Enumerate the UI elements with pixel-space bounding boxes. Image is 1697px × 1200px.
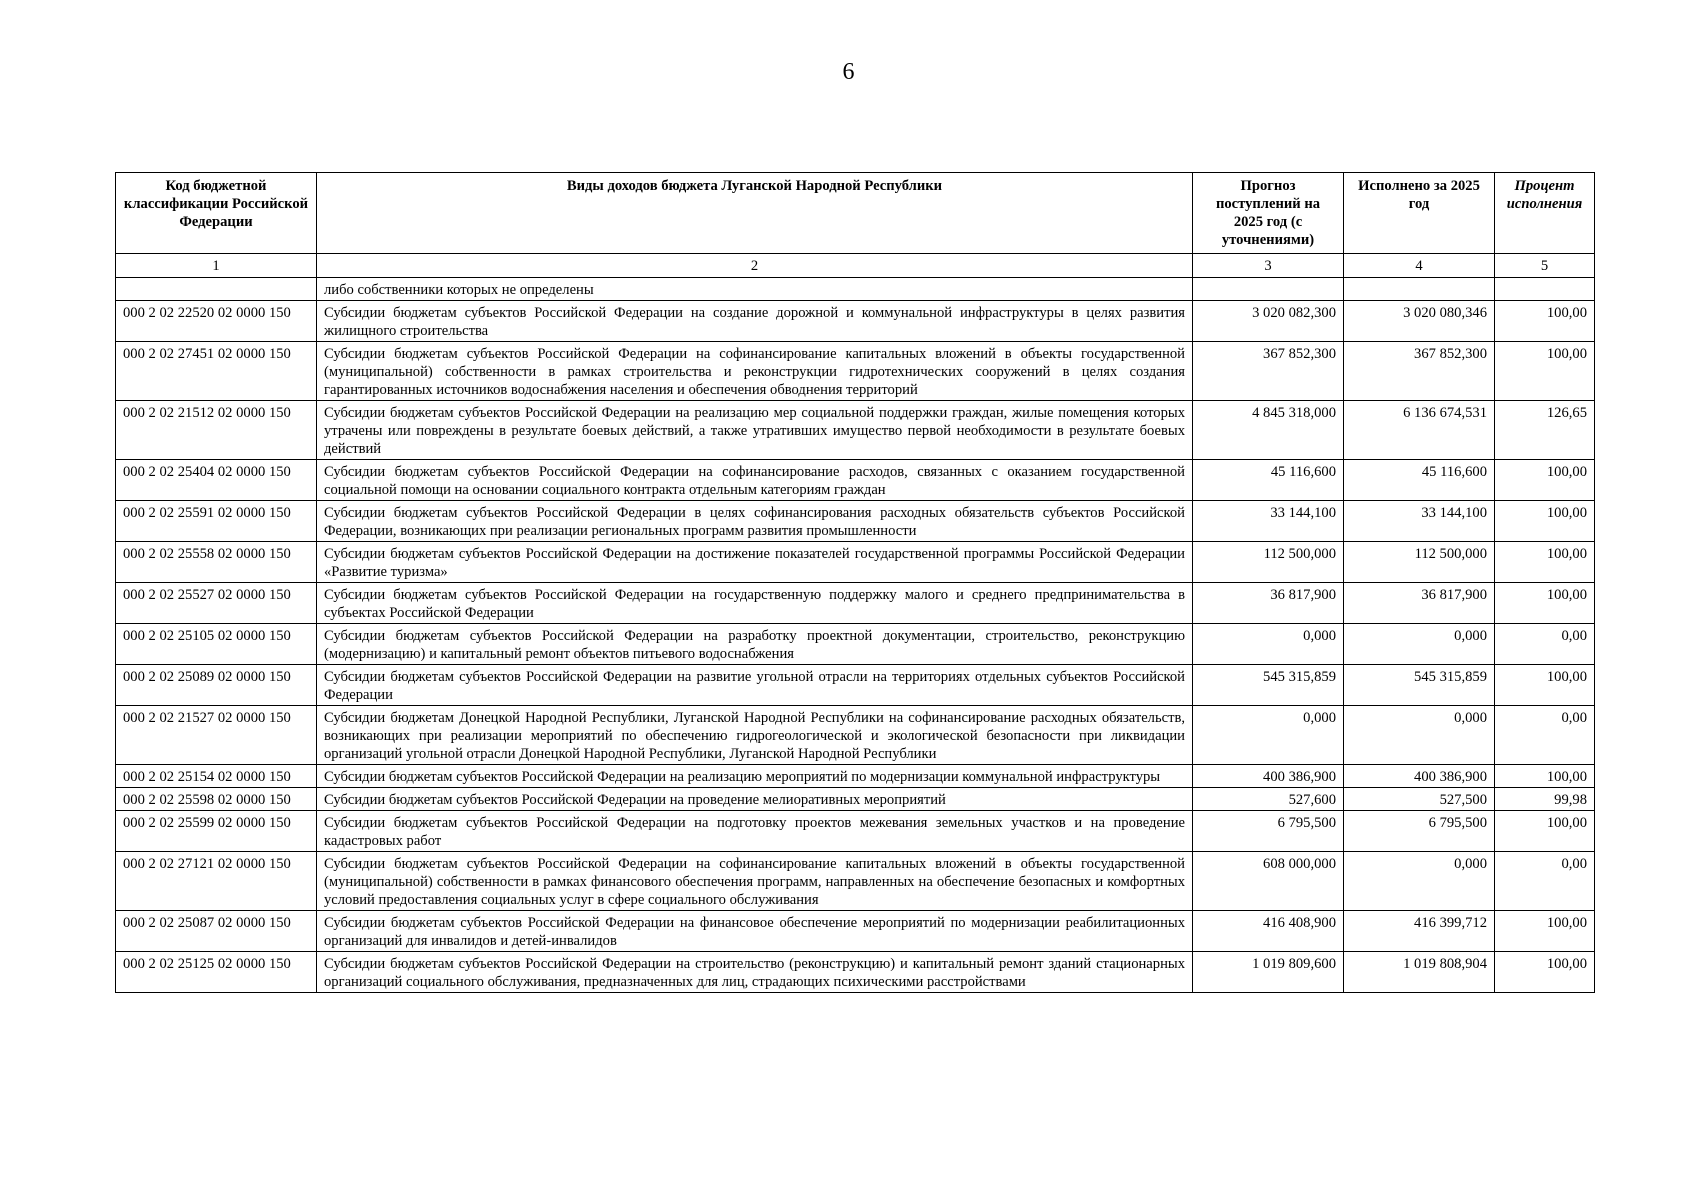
budget-code-cell: 000 2 02 25591 02 0000 150: [116, 501, 317, 542]
budget-code-cell: 000 2 02 22520 02 0000 150: [116, 301, 317, 342]
column-number-row: [116, 254, 1595, 278]
budget-code-cell: 000 2 02 25404 02 0000 150: [116, 460, 317, 501]
budget-code-cell: 000 2 02 25105 02 0000 150: [116, 624, 317, 665]
income-type-cell: Субсидии бюджетам субъектов Российской Федерации в целях софинансирования расходных обязательств субъектов Российской Федерации, возникающих при реализации региональных программ развития промышленности: [317, 501, 1193, 542]
table-row: [116, 706, 1595, 765]
income-type-cell: Субсидии бюджетам субъектов Российской Федерации на строительство (реконструкцию) и капитальный ремонт зданий стационарных организаций социального обслуживания, предназначенных для лиц, страдающих психическими расстройствами: [317, 952, 1193, 993]
budget-code-cell: 000 2 02 25089 02 0000 150: [116, 665, 317, 706]
income-type-cell: Субсидии бюджетам субъектов Российской Федерации на софинансирование капитальных вложений в объекты государственной (муниципальной) собственности в рамках финансового обеспечения программ, направленных на обеспечение безопасных и комфортных условий предоставления социальных услуг в сфере социального обслуживания: [317, 852, 1193, 911]
income-type-cell: Субсидии бюджетам субъектов Российской Федерации на реализацию мероприятий по модернизации коммунальной инфраструктуры: [317, 765, 1193, 788]
forecast-cell: 545 315,859: [1193, 665, 1344, 706]
executed-cell: 0,000: [1344, 624, 1495, 665]
forecast-cell: 45 116,600: [1193, 460, 1344, 501]
executed-cell: 527,500: [1344, 788, 1495, 811]
budget-code-cell: 000 2 02 25125 02 0000 150: [116, 952, 317, 993]
executed-cell: 45 116,600: [1344, 460, 1495, 501]
table-row: [116, 583, 1595, 624]
executed-cell: [1344, 278, 1495, 301]
table-row: [116, 542, 1595, 583]
executed-cell: 400 386,900: [1344, 765, 1495, 788]
forecast-cell: 6 795,500: [1193, 811, 1344, 852]
executed-cell: 0,000: [1344, 706, 1495, 765]
column-number: 3: [1193, 254, 1344, 278]
budget-code-cell: 000 2 02 25087 02 0000 150: [116, 911, 317, 952]
table-row: [116, 278, 1595, 301]
budget-code-cell: 000 2 02 25527 02 0000 150: [116, 583, 317, 624]
table-row: [116, 788, 1595, 811]
income-type-cell: Субсидии бюджетам субъектов Российской Федерации на реализацию мер социальной поддержки граждан, жилые помещения которых утрачены или повреждены в результате боевых действий, а также утративших имущество первой необходимости в результате боевых действий: [317, 401, 1193, 460]
table-body: [116, 278, 1595, 993]
table-row: [116, 342, 1595, 401]
table-row: [116, 401, 1595, 460]
forecast-cell: 33 144,100: [1193, 501, 1344, 542]
percent-cell: 0,00: [1495, 852, 1595, 911]
table-row: [116, 952, 1595, 993]
forecast-cell: 608 000,000: [1193, 852, 1344, 911]
table-row: [116, 665, 1595, 706]
percent-cell: 100,00: [1495, 342, 1595, 401]
table-row: [116, 911, 1595, 952]
table-row: [116, 811, 1595, 852]
income-type-cell: Субсидии бюджетам Донецкой Народной Республики, Луганской Народной Республики на софинансирование расходных обязательств, возникающих при реализации мероприятий по обеспечению гидрогеологической и экологической безопасности при ликвидации организаций угольной отрасли Донецкой Народной Республики, Луганской Народной Республики: [317, 706, 1193, 765]
percent-cell: 100,00: [1495, 460, 1595, 501]
budget-code-cell: 000 2 02 21527 02 0000 150: [116, 706, 317, 765]
forecast-cell: 4 845 318,000: [1193, 401, 1344, 460]
income-type-cell: Субсидии бюджетам субъектов Российской Федерации на развитие угольной отрасли на территориях отдельных субъектов Российской Федерации: [317, 665, 1193, 706]
budget-income-table: [115, 172, 1595, 993]
table-row: [116, 501, 1595, 542]
header-income-type: Виды доходов бюджета Луганской Народной Республики: [317, 173, 1193, 254]
percent-cell: 100,00: [1495, 952, 1595, 993]
budget-code-cell: 000 2 02 25558 02 0000 150: [116, 542, 317, 583]
column-number: 2: [317, 254, 1193, 278]
forecast-cell: 400 386,900: [1193, 765, 1344, 788]
executed-cell: 6 136 674,531: [1344, 401, 1495, 460]
forecast-cell: 112 500,000: [1193, 542, 1344, 583]
header-budget-code: Код бюджетной классификации Российской Федерации: [116, 173, 317, 254]
table-header-row: [116, 173, 1595, 254]
executed-cell: 416 399,712: [1344, 911, 1495, 952]
budget-code-cell: 000 2 02 25154 02 0000 150: [116, 765, 317, 788]
executed-cell: 6 795,500: [1344, 811, 1495, 852]
column-number: 1: [116, 254, 317, 278]
percent-cell: 0,00: [1495, 624, 1595, 665]
income-type-cell: Субсидии бюджетам субъектов Российской Федерации на подготовку проектов межевания земельных участков и на проведение кадастровых работ: [317, 811, 1193, 852]
percent-cell: 126,65: [1495, 401, 1595, 460]
income-type-cell: Субсидии бюджетам субъектов Российской Федерации на достижение показателей государственной программы Российской Федерации «Развитие туризма»: [317, 542, 1193, 583]
forecast-cell: 3 020 082,300: [1193, 301, 1344, 342]
forecast-cell: 1 019 809,600: [1193, 952, 1344, 993]
column-number: 4: [1344, 254, 1495, 278]
income-type-cell: Субсидии бюджетам субъектов Российской Федерации на софинансирование капитальных вложений в объекты государственной (муниципальной) собственности в рамках строительства и реконструкции гидротехнических сооружений в целях создания гарантированных источников водоснабжения населения и обеспечения обводнения территорий: [317, 342, 1193, 401]
income-type-cell: Субсидии бюджетам субъектов Российской Федерации на государственную поддержку малого и среднего предпринимательства в субъектах Российской Федерации: [317, 583, 1193, 624]
forecast-cell: 0,000: [1193, 624, 1344, 665]
percent-cell: 100,00: [1495, 765, 1595, 788]
forecast-cell: [1193, 278, 1344, 301]
percent-cell: 100,00: [1495, 542, 1595, 583]
percent-cell: 99,98: [1495, 788, 1595, 811]
budget-code-cell: [116, 278, 317, 301]
income-type-cell: Субсидии бюджетам субъектов Российской Федерации на разработку проектной документации, строительство, реконструкцию (модернизацию) и капитальный ремонт объектов питьевого водоснабжения: [317, 624, 1193, 665]
table-row: [116, 624, 1595, 665]
income-type-cell: Субсидии бюджетам субъектов Российской Федерации на финансовое обеспечение мероприятий по модернизации реабилитационных организаций для инвалидов и детей-инвалидов: [317, 911, 1193, 952]
executed-cell: 0,000: [1344, 852, 1495, 911]
page-number: 6: [842, 59, 855, 85]
budget-code-cell: 000 2 02 21512 02 0000 150: [116, 401, 317, 460]
table-row: [116, 460, 1595, 501]
budget-code-cell: 000 2 02 25598 02 0000 150: [116, 788, 317, 811]
percent-cell: 100,00: [1495, 301, 1595, 342]
forecast-cell: 527,600: [1193, 788, 1344, 811]
percent-cell: 100,00: [1495, 583, 1595, 624]
income-type-cell: либо собственники которых не определены: [317, 278, 1193, 301]
forecast-cell: 367 852,300: [1193, 342, 1344, 401]
budget-code-cell: 000 2 02 27451 02 0000 150: [116, 342, 317, 401]
percent-cell: 100,00: [1495, 811, 1595, 852]
budget-code-cell: 000 2 02 27121 02 0000 150: [116, 852, 317, 911]
percent-cell: 100,00: [1495, 665, 1595, 706]
income-type-cell: Субсидии бюджетам субъектов Российской Федерации на софинансирование расходов, связанных с оказанием государственной социальной помощи на основании социального контракта отдельным категориям граждан: [317, 460, 1193, 501]
percent-cell: 100,00: [1495, 911, 1595, 952]
executed-cell: 545 315,859: [1344, 665, 1495, 706]
table-row: [116, 765, 1595, 788]
table-row: [116, 852, 1595, 911]
executed-cell: 36 817,900: [1344, 583, 1495, 624]
percent-cell: 100,00: [1495, 501, 1595, 542]
percent-cell: [1495, 278, 1595, 301]
income-type-cell: Субсидии бюджетам субъектов Российской Федерации на проведение мелиоративных мероприятий: [317, 788, 1193, 811]
executed-cell: 367 852,300: [1344, 342, 1495, 401]
forecast-cell: 0,000: [1193, 706, 1344, 765]
forecast-cell: 416 408,900: [1193, 911, 1344, 952]
percent-cell: 0,00: [1495, 706, 1595, 765]
header-percent: Процент исполнения: [1495, 173, 1595, 254]
income-type-cell: Субсидии бюджетам субъектов Российской Федерации на создание дорожной и коммунальной инфраструктуры в целях развития жилищного строительства: [317, 301, 1193, 342]
budget-code-cell: 000 2 02 25599 02 0000 150: [116, 811, 317, 852]
executed-cell: 112 500,000: [1344, 542, 1495, 583]
forecast-cell: 36 817,900: [1193, 583, 1344, 624]
table-row: [116, 301, 1595, 342]
column-number: 5: [1495, 254, 1595, 278]
header-forecast: Прогноз поступлений на 2025 год (с уточнениями): [1193, 173, 1344, 254]
executed-cell: 33 144,100: [1344, 501, 1495, 542]
executed-cell: 1 019 808,904: [1344, 952, 1495, 993]
header-executed: Исполнено за 2025 год: [1344, 173, 1495, 254]
executed-cell: 3 020 080,346: [1344, 301, 1495, 342]
